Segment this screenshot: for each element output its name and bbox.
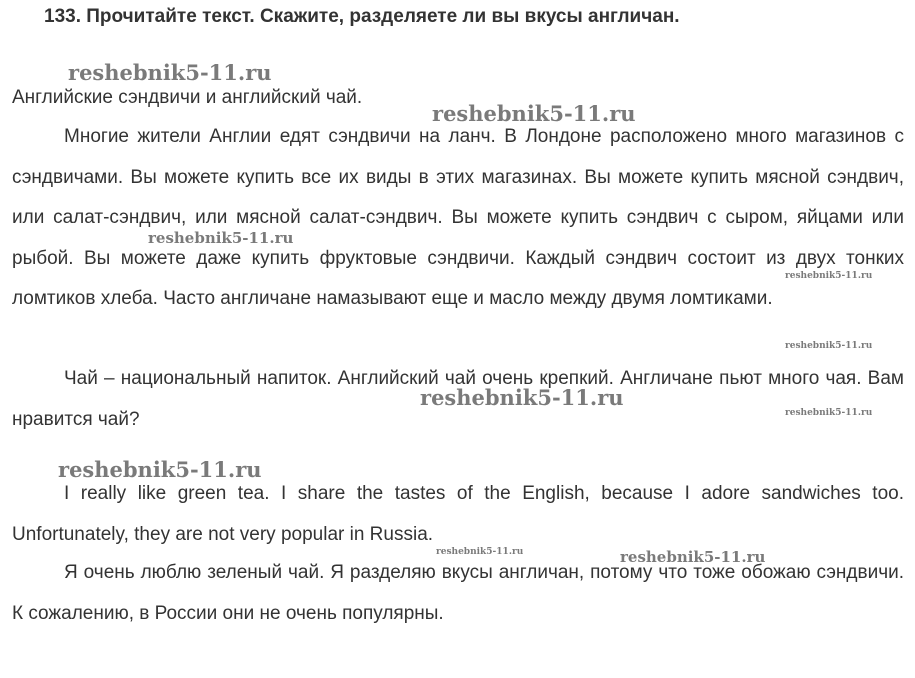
- text-title: Английские сэндвичи и английский чай.: [12, 87, 363, 108]
- watermark: reshebnik5-11.ru: [432, 101, 636, 126]
- watermark: reshebnik5-11.ru: [620, 548, 766, 566]
- answer-english: I really like green tea. I share the tastes of the English, because I adore sandwiches too. Unfortunately, they are not very popular in Russia.: [12, 483, 904, 545]
- answer-russian: Я очень люблю зеленый чай. Я разделяю вкусы англичан, потому что тоже обожаю сэндвичи. К сожалению, в России они не очень популярны.: [12, 562, 904, 624]
- watermark: reshebnik5-11.ru: [420, 385, 624, 410]
- watermark: reshebnik5-11.ru: [785, 271, 873, 281]
- watermark: reshebnik5-11.ru: [68, 60, 272, 85]
- watermark: reshebnik5-11.ru: [148, 229, 294, 247]
- task-header: 133. Прочитайте текст. Скажите, разделяете ли вы вкусы англичан.: [44, 6, 680, 27]
- paragraph-tea: Чай – национальный напиток. Английский чай очень крепкий. Англичане пьют много чая. Вам нравится чай?: [12, 368, 904, 430]
- watermark: reshebnik5-11.ru: [436, 547, 524, 557]
- watermark: reshebnik5-11.ru: [785, 341, 873, 351]
- watermark: reshebnik5-11.ru: [58, 457, 262, 482]
- watermark: reshebnik5-11.ru: [785, 408, 873, 418]
- paragraph-sandwiches: Многие жители Англии едят сэндвичи на ланч. В Лондоне расположено много магазинов с сэндвичами. Вы можете купить все их виды в этих магазинах. Вы можете купить мясной сэндвич, или салат-сэндвич, или мясной салат-сэндвич. Вы можете купить сэндвич с сыром, яйцами или рыбой. Вы можете даже купить фруктовые сэндвичи. Каждый сэндвич состоит из двух тонких ломтиков хлеба. Часто англичане намазывают еще и масло между двумя ломтиками.: [12, 126, 904, 309]
